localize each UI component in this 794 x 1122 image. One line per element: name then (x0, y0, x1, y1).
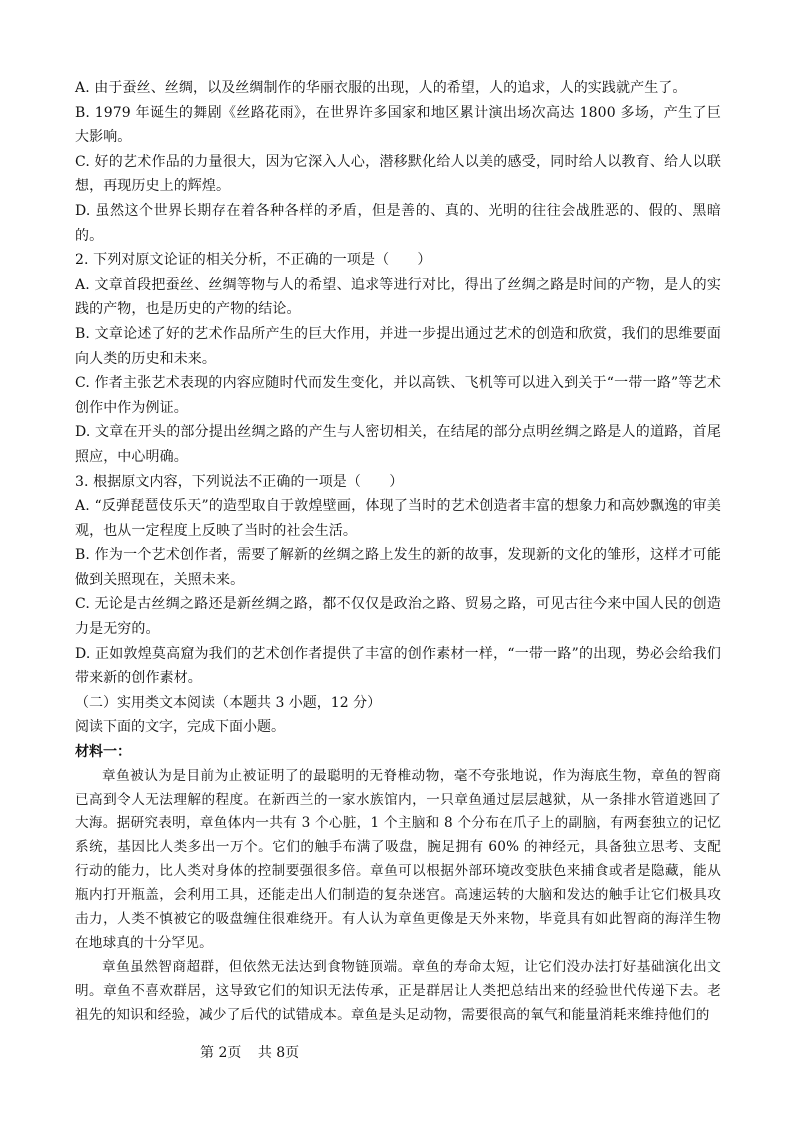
section-heading: （二）实用类文本阅读（本题共 3 小题，12 分） (75, 694, 382, 711)
q1-option-d: D. 虽然这个世界长期存在着各种各样的矛盾，但是善的、真的、光明的往往会战胜恶的、假的、黑暗的。 (75, 202, 721, 244)
q1-option-b: B. 1979 年诞生的舞剧《丝路花雨》，在世界许多国家和地区累计演出场次高达 1800 多场，产生了巨大影响。 (75, 104, 721, 146)
q2-option-a: A. 文章首段把蚕丝、丝绸等物与人的希望、追求等进行对比，得出了丝绸之路是时间的产物，是人的实践的产物，也是历史的产物的结论。 (75, 276, 721, 318)
q3-option-d: D. 正如敦煌莫高窟为我们的艺术创作者提供了丰富的创作素材一样，“一带一路”的出现，势必会给我们带来新的创作素材。 (75, 645, 721, 687)
q2-option-b: B. 文章论述了好的艺术作品所产生的巨大作用，并进一步提出通过艺术的创造和欣赏，我们的思维要面向人类的历史和未来。 (75, 325, 721, 367)
page-number: 第 2页 (200, 1045, 242, 1061)
page-content (75, 76, 721, 1028)
q3-option-c: C. 无论是古丝绸之路还是新丝绸之路，都不仅仅是政治之路、贸易之路，可见古往今来中国人民的创造力是无穷的。 (75, 596, 721, 638)
question-3: 3. 根据原文内容，下列说法不正确的一项是（ ） (75, 473, 404, 490)
page-footer (200, 1042, 299, 1062)
q3-option-a: A. “反弹琵琶伎乐天”的造型取自于敦煌壁画，体现了当时的艺术创造者丰富的想象力和高妙飘逸的审美观，也从一定程度上反映了当时的社会生活。 (75, 498, 721, 539)
material-paragraph-1: 章鱼被认为是目前为止被证明了的最聪明的无脊椎动物，毫不夸张地说，作为海底生物，章鱼的智商已高到令人无法理解的程度。在新西兰的一家水族馆内，一只章鱼通过层层越狱，从一条排水管道逃回了大海。据研究表明，章鱼体内一共有 3 个心脏，1 个主脑和 8 个分布在爪子上的副脑，有两套独立的记忆系统，基因比人类多出一万个。它们的触手布满了吸盘，腕足拥有 60% 的神经元，具备独立思考、支配行动的能力，比人类对身体的控制要强很多倍。章鱼可以根据外部环境改变肤色来捕食或者是隐藏，能从瓶内打开瓶盖，会利用工具，还能走出人们制造的复杂迷宫。高速运转的大脑和发达的触手让它们极具攻击力，人类不慎被它的吸盘缠住很难绕开。有人认为章鱼更像是天外来物，毕竟具有如此智商的海洋生物在地球真的十分罕见。 (75, 767, 721, 951)
section-instruction: 阅读下面的文字，完成下面小题。 (75, 719, 285, 736)
q1-option-a: A. 由于蚕丝、丝绸，以及丝绸制作的华丽衣服的出现，人的希望，人的追求，人的实践就产生了。 (75, 80, 687, 96)
page-total: 共 8页 (257, 1045, 300, 1061)
material-label: 材料一： (75, 744, 131, 761)
q3-option-b: B. 作为一个艺术创作者，需要了解新的丝绸之路上发生的新的故事，发现新的文化的雏形，这样才可能做到关照现在，关照未来。 (75, 547, 721, 588)
question-2: 2. 下列对原文论证的相关分析，不正确的一项是（ ） (75, 252, 432, 269)
q1-option-c: C. 好的艺术作品的力量很大，因为它深入人心，潜移默化给人以美的感受，同时给人以教育、给人以联想，再现历史上的辉煌。 (75, 153, 721, 195)
material-paragraph-2: 章鱼虽然智商超群，但依然无法达到食物链顶端。章鱼的寿命太短，让它们没办法打好基础演化出文明。章鱼不喜欢群居，这导致它们的知识无法传承，正是群居让人类把总结出来的经验世代传递下去。老祖先的知识和经验，减少了后代的试错成本。章鱼是头足动物，需要很高的氧气和能量消耗来维持他们的 (75, 958, 721, 1023)
q2-option-d: D. 文章在开头的部分提出丝绸之路的产生与人密切相关，在结尾的部分点明丝绸之路是人的道路，首尾照应，中心明确。 (75, 424, 721, 465)
q2-option-c: C. 作者主张艺术表现的内容应随时代而发生变化，并以高铁、飞机等可以进入到关于“一带一路”等艺术创作中作为例证。 (75, 375, 721, 416)
